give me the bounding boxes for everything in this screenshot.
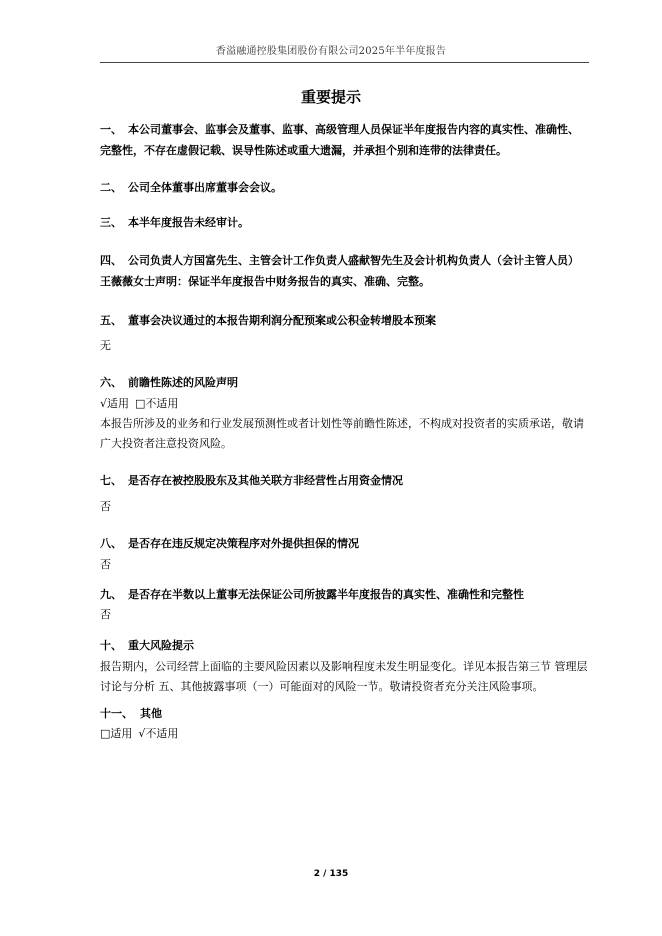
item-8-heading [100, 533, 589, 554]
item-text: 是否存在被控股股东及其他关联方非经营性占用资金情况 [128, 474, 403, 487]
item-2-heading [100, 177, 589, 198]
item-6-checkboxes [100, 394, 589, 414]
item-number: 七、 [100, 474, 122, 487]
item-11-heading [100, 703, 589, 724]
item-11-checkboxes [100, 724, 589, 744]
item-number: 五、 [100, 314, 122, 327]
item-number: 二、 [100, 181, 122, 194]
item-text: 是否存在半数以上董事无法保证公司所披露半年度报告的真实性、准确性和完整性 [128, 588, 524, 601]
item-7-heading [100, 470, 589, 491]
item-10-answer: 报告期内，公司经营上面临的主要风险因素以及影响程度未发生明显变化。详见本报告第三节 管理层讨论与分析 五、其他披露事项（一）可能面对的风险一节。敬请投资者充分关注风险事项。 [100, 660, 588, 693]
item-number: 八、 [100, 537, 122, 550]
item-number: 四、 [100, 254, 122, 267]
running-header: 香溢融通控股集团股份有限公司2025年半年度报告 [215, 46, 447, 57]
header-divider [100, 62, 589, 63]
item-text: 董事会决议通过的本报告期利润分配预案或公积金转增股本预案 [128, 314, 436, 327]
item-6-answer: 本报告所涉及的业务和行业发展预测性或者计划性等前瞻性陈述，不构成对投资者的实质承诺，敬请广大投资者注意投资风险。 [100, 417, 584, 450]
item-9-heading [100, 584, 589, 605]
item-number: 十、 [100, 639, 122, 652]
item-text: 重大风险提示 [128, 639, 194, 652]
item-text: 公司全体董事出席董事会会议。 [128, 181, 282, 194]
item-number: 六、 [100, 376, 122, 389]
item-text: 公司负责人方国富先生、主管会计工作负责人盛献智先生及会计机构负责人（会计主管人员）王薇薇女士声明：保证半年度报告中财务报告的真实、准确、完整。 [100, 254, 579, 288]
item-number: 十一、 [100, 707, 133, 720]
item-3-heading [100, 212, 589, 233]
not-applicable-unchecked: □不适用 [135, 397, 179, 410]
item-6-heading [100, 372, 589, 393]
item-1-heading [100, 119, 589, 161]
not-applicable-checked: √不适用 [138, 727, 179, 740]
item-text: 是否存在违反规定决策程序对外提供担保的情况 [128, 537, 359, 550]
item-4-heading [100, 250, 589, 292]
item-text: 前瞻性陈述的风险声明 [128, 376, 238, 389]
item-9-answer: 否 [100, 608, 111, 621]
item-number: 九、 [100, 588, 122, 601]
item-5-heading [100, 310, 589, 331]
applicable-unchecked: □适用 [100, 727, 133, 740]
item-5-answer: 无 [100, 339, 111, 352]
item-text: 本公司董事会、监事会及董事、监事、高级管理人员保证半年度报告内容的真实性、准确性、完整性，不存在虚假记载、误导性陈述或重大遗漏，并承担个别和连带的法律责任。 [100, 123, 579, 157]
applicable-checked: √适用 [100, 397, 130, 410]
item-7-answer: 否 [100, 500, 111, 513]
item-number: 三、 [100, 216, 122, 229]
item-number: 一、 [100, 123, 122, 136]
item-10-heading [100, 635, 589, 656]
item-text: 本半年度报告未经审计。 [128, 216, 249, 229]
item-8-answer: 否 [100, 558, 111, 571]
item-text: 其他 [140, 707, 162, 720]
page-title: 重要提示 [300, 88, 361, 106]
page-number: 2 / 135 [313, 869, 349, 879]
